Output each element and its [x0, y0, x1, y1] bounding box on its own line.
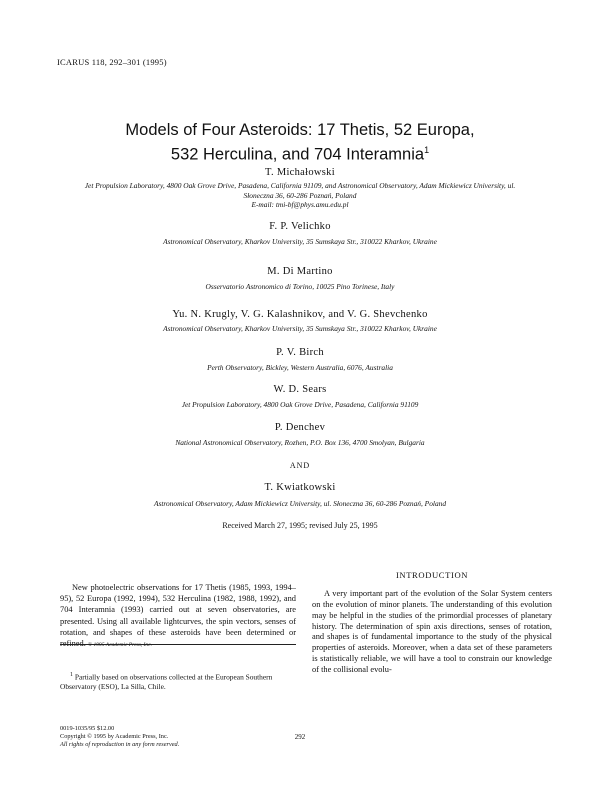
page-number: 292	[294, 733, 306, 741]
title-line-2: 532 Herculina, and 704 Interamnia$^1$	[170, 145, 430, 164]
affiliation-8: Astronomical Observatory, Adam Mickiewicz University, ul. Słoneczna 36, 60-286 Poznań, Poland	[153, 499, 447, 508]
footnote: $^1$ Partially based on observations collected at the European Southern Observatory (ESO), La Silla, Chile.	[60, 672, 273, 692]
paper-title	[0, 120, 600, 165]
abstract: New photoelectric observations for 17 Thetis (1985, 1993, 1994–95), 52 Europa (1992, 1994), 532 Herculina (1982, 1988, 1992), and 704 Interamnia (1993) carried out at seven observatories, are presented. Using all available lightcurves, the spin vectors, senses of rotation, and shapes of these asteroids have been determined or refined. © 1995 Academic Press, Inc.	[60, 583, 296, 649]
affiliation-2: Astronomical Observatory, Kharkov University, 35 Sumskaya Str., 310022 Kharkov, Ukraine	[163, 237, 437, 246]
title-line-1: Models of Four Asteroids: 17 Thetis, 52 Europa,	[125, 121, 475, 139]
affiliation-7: National Astronomical Observatory, Rozhen, P.O. Box 136, 4700 Smolyan, Bulgaria	[175, 438, 425, 447]
author-6: W. D. Sears	[273, 384, 327, 395]
affiliation-4: Astronomical Observatory, Kharkov University, 35 Sumskaya Str., 310022 Kharkov, Ukraine	[163, 324, 437, 333]
affiliation-5: Perth Observatory, Bickley, Western Australia, 6076, Australia	[207, 363, 393, 372]
author-7: P. Denchev	[274, 422, 326, 433]
author-8: T. Kwiatkowski	[264, 482, 336, 493]
author-2: F. P. Velichko	[269, 221, 331, 232]
author-4: Yu. N. Krugly, V. G. Kalashnikov, and V. G. Shevchenko	[172, 309, 428, 320]
affiliation-6: Jet Propulsion Laboratory, 4800 Oak Grove Drive, Pasadena, California 91109	[181, 400, 419, 409]
section-heading-introduction: INTRODUCTION	[395, 570, 469, 580]
footnote-rule	[60, 644, 296, 645]
received-dates: Received March 27, 1995; revised July 25, 1995	[222, 521, 378, 530]
affiliation-3: Osservatorio Astronomico di Torino, 10025 Pino Torinese, Italy	[205, 282, 395, 291]
publisher-info: 0019-1035/95 $12.00 Copyright © 1995 by Academic Press, Inc. All rights of reproduction in any form reserved.	[60, 725, 180, 748]
introduction-text: A very important part of the evolution of the Solar System centers on the evolution of minor planets. The understanding of this evolution may be helpful in the studies of the primordial processes of planetary history. The determination of spin axis directions, senses of rotation, and shapes is of fundamental importance to the study of the physical properties of asteroids. Moreover, when a data set of these parameters is statistically reliable, we will have a tool to constrain our knowledge of the collisional evolu-	[312, 589, 552, 674]
author-1: T. Michałowski	[265, 167, 335, 178]
journal-citation: ICARUS 118, 292–301 (1995)	[57, 57, 167, 67]
abstract-copyright: © 1995 Academic Press, Inc.	[87, 642, 152, 649]
affiliation-1: Jet Propulsion Laboratory, 4800 Oak Grove Drive, Pasadena, California 91109, and Astronomical Observatory, Adam Mickiewicz University, ul. Słoneczna 36, 60-286 Poznań, Poland E-mail: tmi-bf@phys.amu.edu.pl	[84, 181, 516, 209]
and-separator: AND	[289, 461, 311, 470]
author-3: M. Di Martino	[267, 266, 333, 277]
author-5: P. V. Birch	[276, 347, 324, 358]
